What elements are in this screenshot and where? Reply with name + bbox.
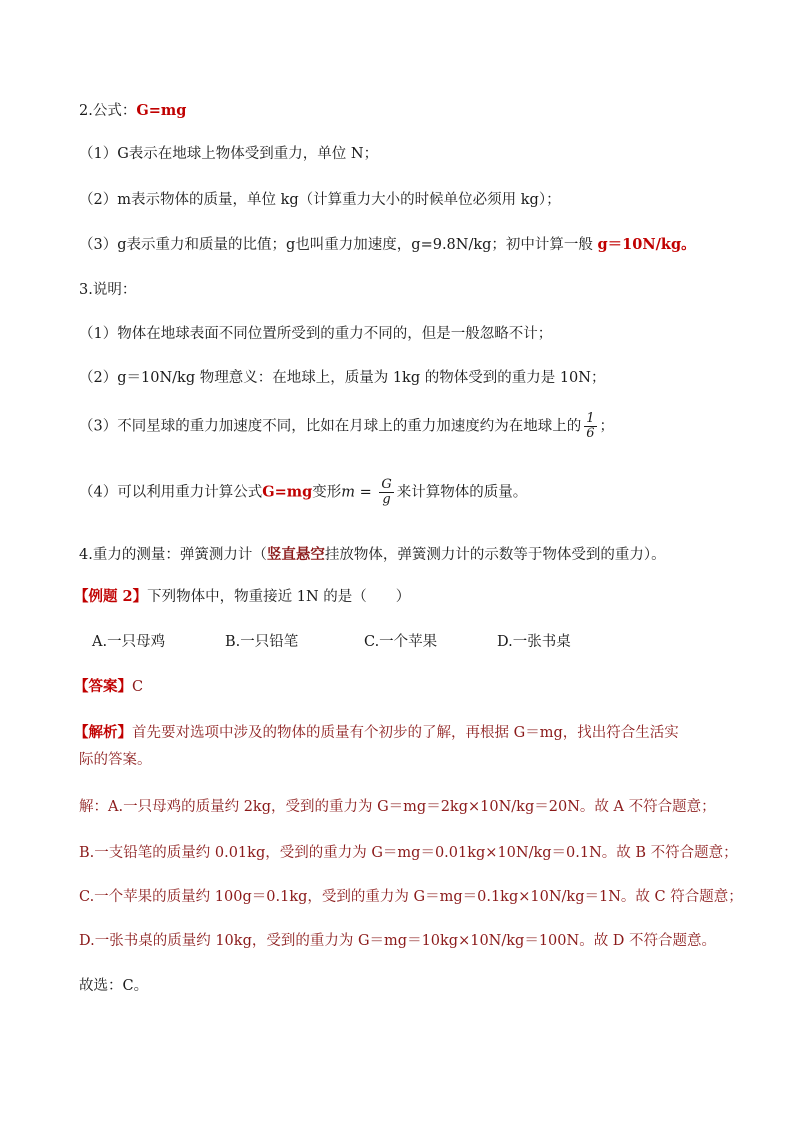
g-value-highlight: g＝10N/kg。 [597,236,696,253]
fraction-numerator: G [381,477,392,492]
example-question [74,587,410,607]
section-3-item-1: （1）物体在地球表面不同位置所受到的重力不同的，但是一般忽略不计； [79,326,553,342]
analysis-tag: 【解析】 [74,724,132,741]
section-3-item-4-text-a: （4）可以利用重力计算公式 [79,484,263,501]
section-2-item-3 [79,235,696,255]
mass-variable: m [341,484,355,501]
section-3-item-3-text: （3）不同星球的重力加速度不同，比如在月球上的重力加速度约为在地球上的 [79,418,582,435]
section-3-item-4-text-b: 变形 [312,484,342,501]
vertical-hanging-highlight: 竖直悬空 [266,546,325,563]
final-choice: 故选：C。 [79,978,149,994]
analysis-text-1: 首先要对选项中涉及的物体的质量有个初步的了解，再根据 G＝mg，找出符合生活实 [132,725,679,741]
fraction-denominator: g [382,492,391,507]
section-2-title [79,101,186,121]
fraction-one-sixth [584,412,596,441]
section-3-item-2: （2）g＝10N/kg 物理意义：在地球上，质量为 1kg 的物体受到的重力是 10N； [79,370,606,386]
gravity-formula: G=mg [136,102,187,119]
section-3-item-3-end: ； [599,418,615,435]
section-2-item-1: （1）G表示在地球上物体受到重力，单位 N； [79,146,379,162]
section-2-label: 2.公式： [79,103,137,119]
section-3-title: 3.说明： [79,282,137,298]
fraction-numerator: 1 [586,411,595,426]
analysis-line-1 [74,723,679,743]
equals-sign: = [355,484,377,501]
solution-d: D.一张书桌的质量约 10kg，受到的重力为 G＝mg＝10kg×10N/kg＝100N。故 D 不符合题意。 [79,933,717,949]
option-a: A.一只母鸡 [92,634,166,650]
example-tag: 【例题 2】 [74,588,148,605]
fraction-g-over-g [379,478,393,507]
answer-value: C [132,679,144,695]
solution-c: C.一个苹果的质量约 100g＝0.1kg，受到的重力为 G＝mg＝0.1kg×10N/kg＝1N。故 C 符合题意； [79,889,743,905]
option-b: B.一只铅笔 [225,634,299,650]
section-4-text-b: 挂放物体，弹簧测力计的示数等于物体受到的重力）。 [324,547,666,563]
option-d: D.一张书桌 [497,634,571,650]
answer-tag: 【答案】 [74,678,132,695]
solution-a: 解：A.一只母鸡的质量约 2kg，受到的重力为 G＝mg＝2kg×10N/kg＝20N。故 A 不符合题意； [79,799,716,815]
section-4-text-a: 4.重力的测量：弹簧测力计（ [79,547,267,563]
gravity-formula-inline: G=mg [262,483,313,501]
solution-b: B.一支铅笔的质量约 0.01kg，受到的重力为 G＝mg＝0.01kg×10N/kg＝0.1N。故 B 不符合题意； [79,845,738,861]
section-2-item-2: （2）m表示物体的质量，单位 kg（计算重力大小的时候单位必须用 kg）； [79,192,561,208]
fraction-denominator: 6 [586,426,595,441]
section-4-title [79,545,666,565]
option-c: C.一个苹果 [364,634,438,650]
section-3-item-3 [79,412,614,441]
example-question-text: 下列物体中，物重接近 1N 的是（ ） [147,589,411,605]
answer-line [74,677,143,697]
section-2-item-3-text: （3）g表示重力和质量的比值；g也叫重力加速度，g=9.8N/kg；初中计算一般 [79,237,598,253]
section-3-item-4-text-c: 来计算物体的质量。 [396,484,528,501]
analysis-line-2: 际的答案。 [79,752,152,768]
section-3-item-4 [79,478,527,507]
